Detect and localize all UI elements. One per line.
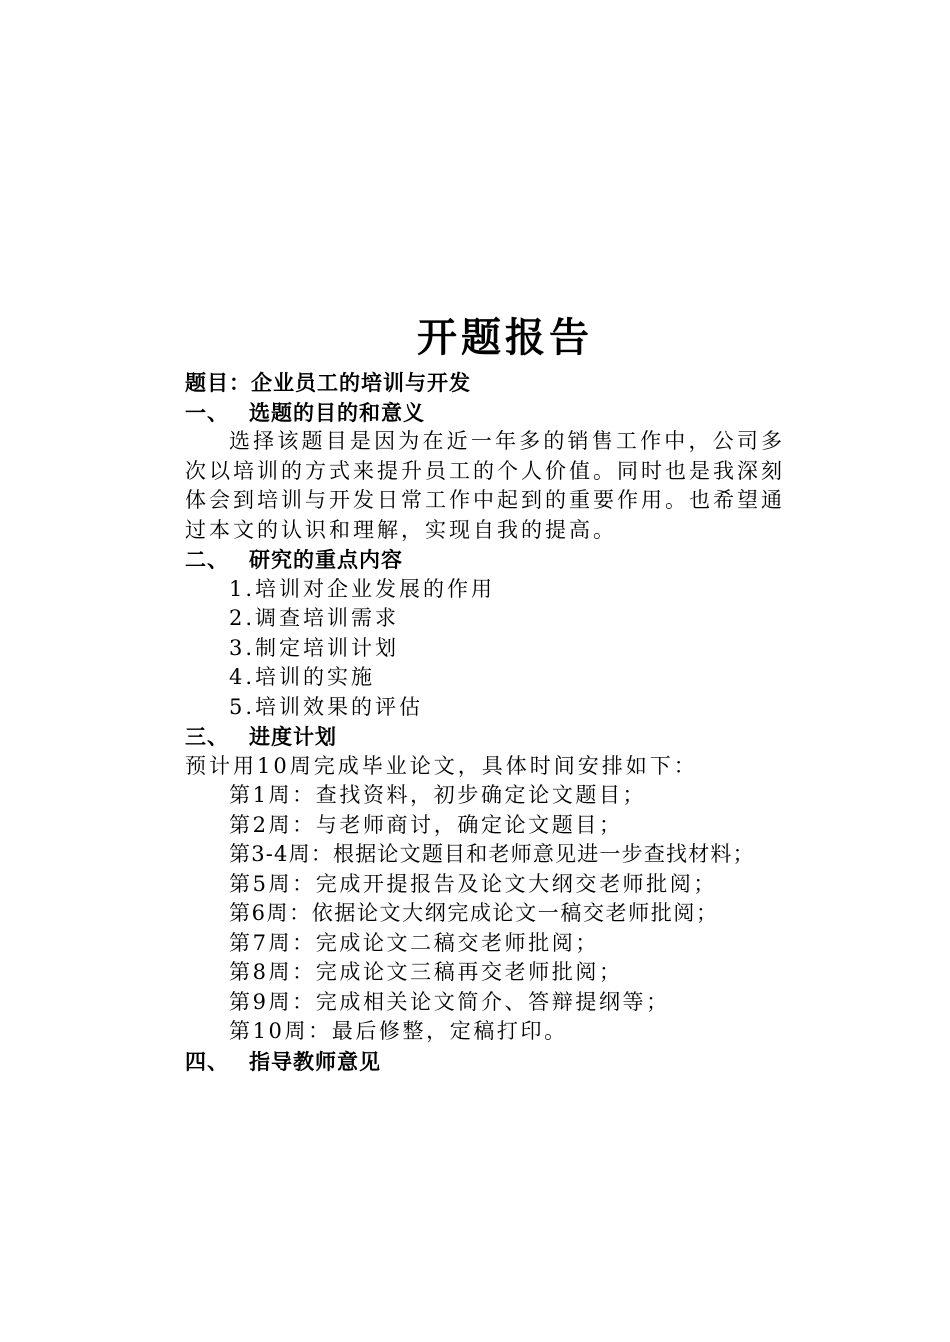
document-body: [185, 308, 835, 1076]
section-number: 三、: [185, 724, 229, 749]
section-number: 一、: [185, 399, 229, 425]
key-point-item: 5.培训效果的评估: [229, 694, 424, 719]
key-point-item: 4.培训的实施: [229, 665, 376, 689]
schedule-item: 第3-4周：根据论文题目和老师意见进一步查找材料；: [229, 842, 755, 866]
section-title: 进度计划: [249, 724, 337, 749]
section-heading-3: [185, 722, 835, 752]
schedule-item: 第9周：完成相关论文简介、答辩提纲等；: [229, 989, 670, 1014]
document-title: 开题报告: [417, 314, 593, 361]
schedule-item: 第5周：完成开提报告及论文大纲交老师批阅；: [229, 871, 717, 896]
subject-line: 题目：企业员工的培训与开发: [185, 370, 471, 395]
section-heading-1: [185, 398, 835, 428]
section-title: 研究的重点内容: [249, 547, 403, 572]
key-point-item: 2.调查培训需求: [229, 606, 400, 630]
schedule-item: 第6周：依据论文大纲完成论文一稿交老师批阅；: [229, 901, 719, 925]
key-point-item: 3.制定培训计划: [229, 635, 400, 660]
section-number: 四、: [185, 1048, 229, 1074]
schedule-item: 第2周：与老师商讨，确定论文题目；: [229, 812, 623, 837]
schedule-item: 第7周：完成论文二稿交老师批阅；: [229, 930, 599, 955]
key-point-item: 1.培训对企业发展的作用: [229, 576, 496, 601]
section-heading-2: [185, 545, 835, 575]
section-number: 二、: [185, 547, 229, 572]
section-title: 选题的目的和意义: [249, 399, 425, 425]
section-heading-4: [185, 1047, 835, 1077]
schedule-item: 第1周：查找资料，初步确定论文题目；: [229, 783, 647, 807]
schedule-item: 第8周：完成论文三稿再交老师批阅；: [229, 960, 623, 984]
schedule-item: 第10周：最后修整，定稿打印。: [229, 1019, 568, 1043]
section-title: 指导教师意见: [249, 1048, 381, 1074]
purpose-paragraph: 选择该题目是因为在近一年多的销售工作中，公司多次以培训的方式来提升员工的个人价值。同时也是我深刻体会到培训与开发日常工作中起到的重要作用。也希望通过本文的认识和理解，实现自我的提高。: [185, 429, 785, 542]
schedule-intro: 预计用10周完成毕业论文，具体时间安排如下：: [185, 753, 698, 778]
